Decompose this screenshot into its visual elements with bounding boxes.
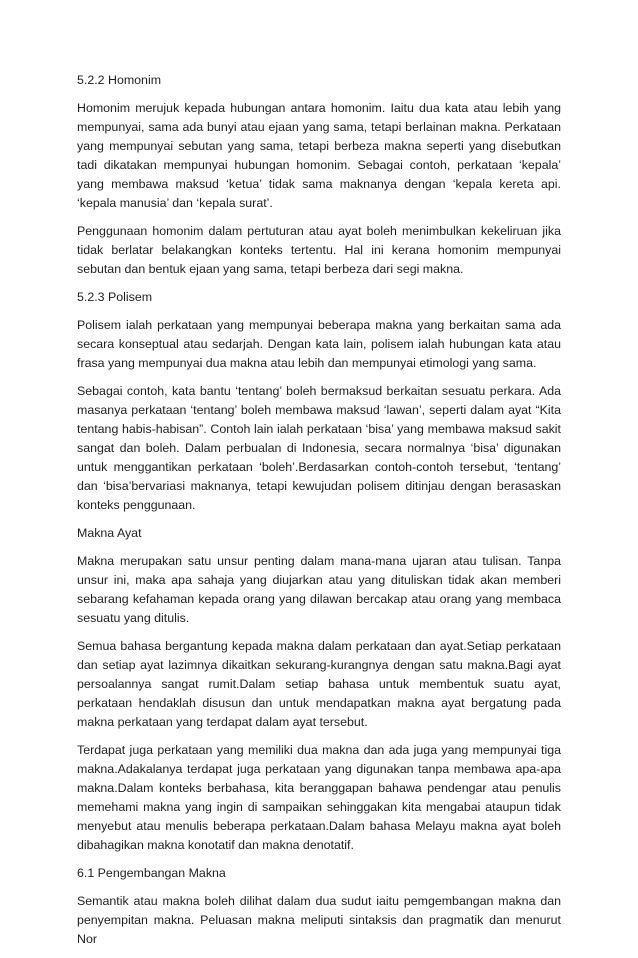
paragraph-homonim-usage: Penggunaan homonim dalam pertuturan atau ayat boleh menimbulkan kekeliruan jika tidak berlatar belakangkan konteks tertentu. Hal ini kerana homonim mempunyai sebutan dan bentuk ejaan yang sama, tetapi berbeza dari segi makna.	[77, 224, 561, 276]
heading-makna-ayat: Makna Ayat	[77, 526, 142, 540]
heading-pengembangan-makna: 6.1 Pengembangan Makna	[77, 866, 226, 880]
document-page	[77, 71, 561, 958]
paragraph-makna-ayat-intro: Makna merupakan satu unsur penting dalam mana-mana ujaran atau tulisan. Tanpa unsur ini, maka apa sahaja yang diujarkan atau yang dituliskan tidak akan memberi sebarang kefahaman kepada orang yang dilawan bercakap atau orang yang membaca sesuatu yang ditulis.	[77, 554, 561, 625]
paragraph-polisem-definition: Polisem ialah perkataan yang mempunyai beberapa makna yang berkaitan sama ada secara konseptual atau sedarjah. Dengan kata lain, polisem ialah hubungan kata atau frasa yang mempunyai dua makna atau lebih dan mempunyai etimologi yang sama.	[77, 318, 561, 370]
paragraph-polisem-example: Sebagai contoh, kata bantu ‘tentang’ boleh bermaksud berkaitan sesuatu perkara. Ada masanya perkataan ‘tentang’ boleh membawa maksud ‘lawan’, seperti dalam ayat “Kita tentang habis-habisan”. Contoh lain ialah perkataan ‘bisa’ yang membawa maksud sakit sangat dan boleh. Dalam perbualan di Indonesia, secara normalnya ‘bisa’ digunakan untuk menggantikan perkataan ‘boleh’.Berdasarkan contoh-contoh tersebut, ‘tentang’ dan ‘bisa’bervariasi maknanya, tetapi kewujudan polisem ditinjau dengan berasaskan konteks penggunaan.	[77, 384, 561, 512]
paragraph-homonim-definition: Homonim merujuk kepada hubungan antara homonim. Iaitu dua kata atau lebih yang mempunyai, sama ada bunyi atau ejaan yang sama, tetapi berlainan makna. Perkataan yang mempunyai sebutan yang sama, tetapi berbeza makna seperti yang disebutkan tadi dikatakan mempunyai hubungan homonim. Sebagai contoh, perkataan ‘kepala’ yang membawa maksud ‘ketua’ tidak sama maknanya dengan ‘kepala kereta api. ‘kepala manusia’ dan ‘kepala surat’.	[77, 101, 561, 210]
paragraph-makna-ayat-types: Terdapat juga perkataan yang memiliki dua makna dan ada juga yang mempunyai tiga makna.Adakalanya terdapat juga perkataan yang digunakan tanpa membawa apa-apa makna.Dalam konteks berbahasa, kita beranggapan bahawa pendengar atau penulis memehami makna yang ingin di sampaikan sehinggakan kita mengabai ataupun tidak menyebut atau menulis beberapa perkataan.Dalam bahasa Melayu makna ayat boleh dibahagikan makna konotatif dan makna denotatif.	[77, 743, 561, 852]
heading-homonim: 5.2.2 Homonim	[77, 73, 162, 87]
paragraph-pengembangan-makna: Semantik atau makna boleh dilihat dalam dua sudut iaitu pemgembangan makna dan penyempitan makna. Peluasan makna meliputi sintaksis dan pragmatik dan menurut Nor	[77, 894, 561, 946]
paragraph-makna-ayat-dependency: Semua bahasa bergantung kepada makna dalam perkataan dan ayat.Setiap perkataan dan setiap ayat lazimnya dikaitkan sekurang-kurangnya dengan satu makna.Bagi ayat persoalannya sangat rumit.Dalam setiap bahasa untuk membentuk suatu ayat, perkataan hendaklah disusun dan untuk mendapatkan makna ayat bergatung pada makna perkataan yang terdapat dalam ayat tersebut.	[77, 639, 561, 729]
heading-polisem: 5.2.3 Polisem	[77, 290, 153, 304]
